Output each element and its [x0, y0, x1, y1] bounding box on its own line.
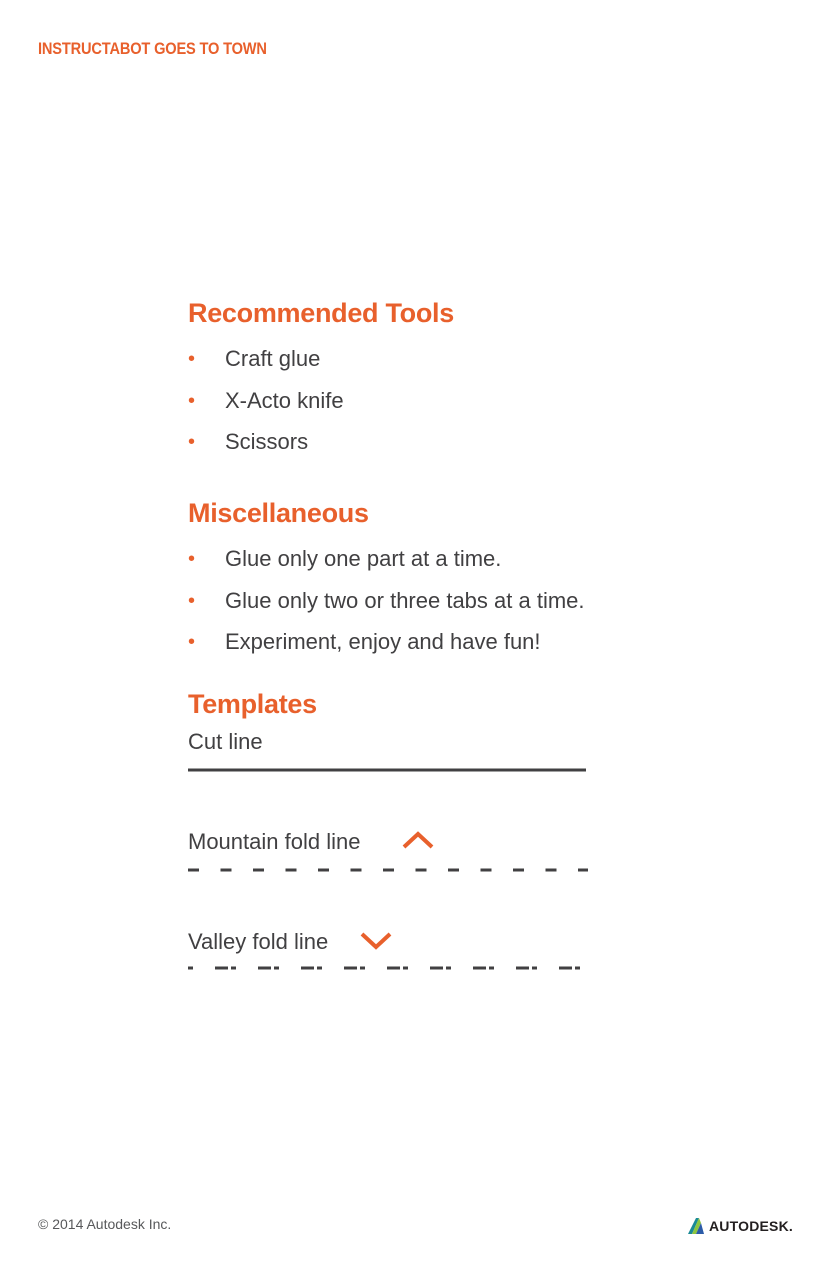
mountain-fold-label: Mountain fold line [188, 829, 361, 854]
misc-heading: Miscellaneous [188, 498, 369, 528]
templates-heading: Templates [188, 689, 317, 719]
tool-item-text: Scissors [225, 429, 309, 454]
chevron-down-icon [360, 931, 394, 951]
tools-heading: Recommended Tools [188, 298, 454, 328]
copyright-text: © 2014 Autodesk Inc. [38, 1216, 172, 1232]
cut-line-label: Cut line [188, 729, 263, 754]
bullet-icon: • [188, 389, 196, 412]
cut-line [188, 766, 588, 774]
misc-item-text: Experiment, enjoy and have fun! [225, 629, 541, 654]
tool-item-text: Craft glue [225, 346, 321, 371]
tool-item-text: X-Acto knife [225, 387, 344, 413]
bullet-icon: • [188, 348, 196, 370]
bullet-icon: • [188, 431, 196, 453]
misc-item-text: Glue only one part at a time. [225, 546, 502, 571]
logo-text: AUTODESK. [709, 1218, 793, 1234]
valley-fold-label: Valley fold line [188, 929, 329, 954]
misc-item-text: Glue only two or three tabs at a time. [225, 587, 585, 613]
bullet-icon: • [188, 631, 196, 653]
valley-fold-line [188, 964, 588, 972]
bullet-icon: • [188, 548, 196, 570]
document-title: INSTRUCTABOT GOES TO TOWN [38, 39, 267, 58]
autodesk-logo [687, 1216, 793, 1236]
autodesk-logo-icon [687, 1217, 705, 1235]
mountain-fold-line [188, 866, 588, 874]
bullet-icon: • [188, 589, 196, 612]
chevron-up-icon [402, 830, 436, 850]
